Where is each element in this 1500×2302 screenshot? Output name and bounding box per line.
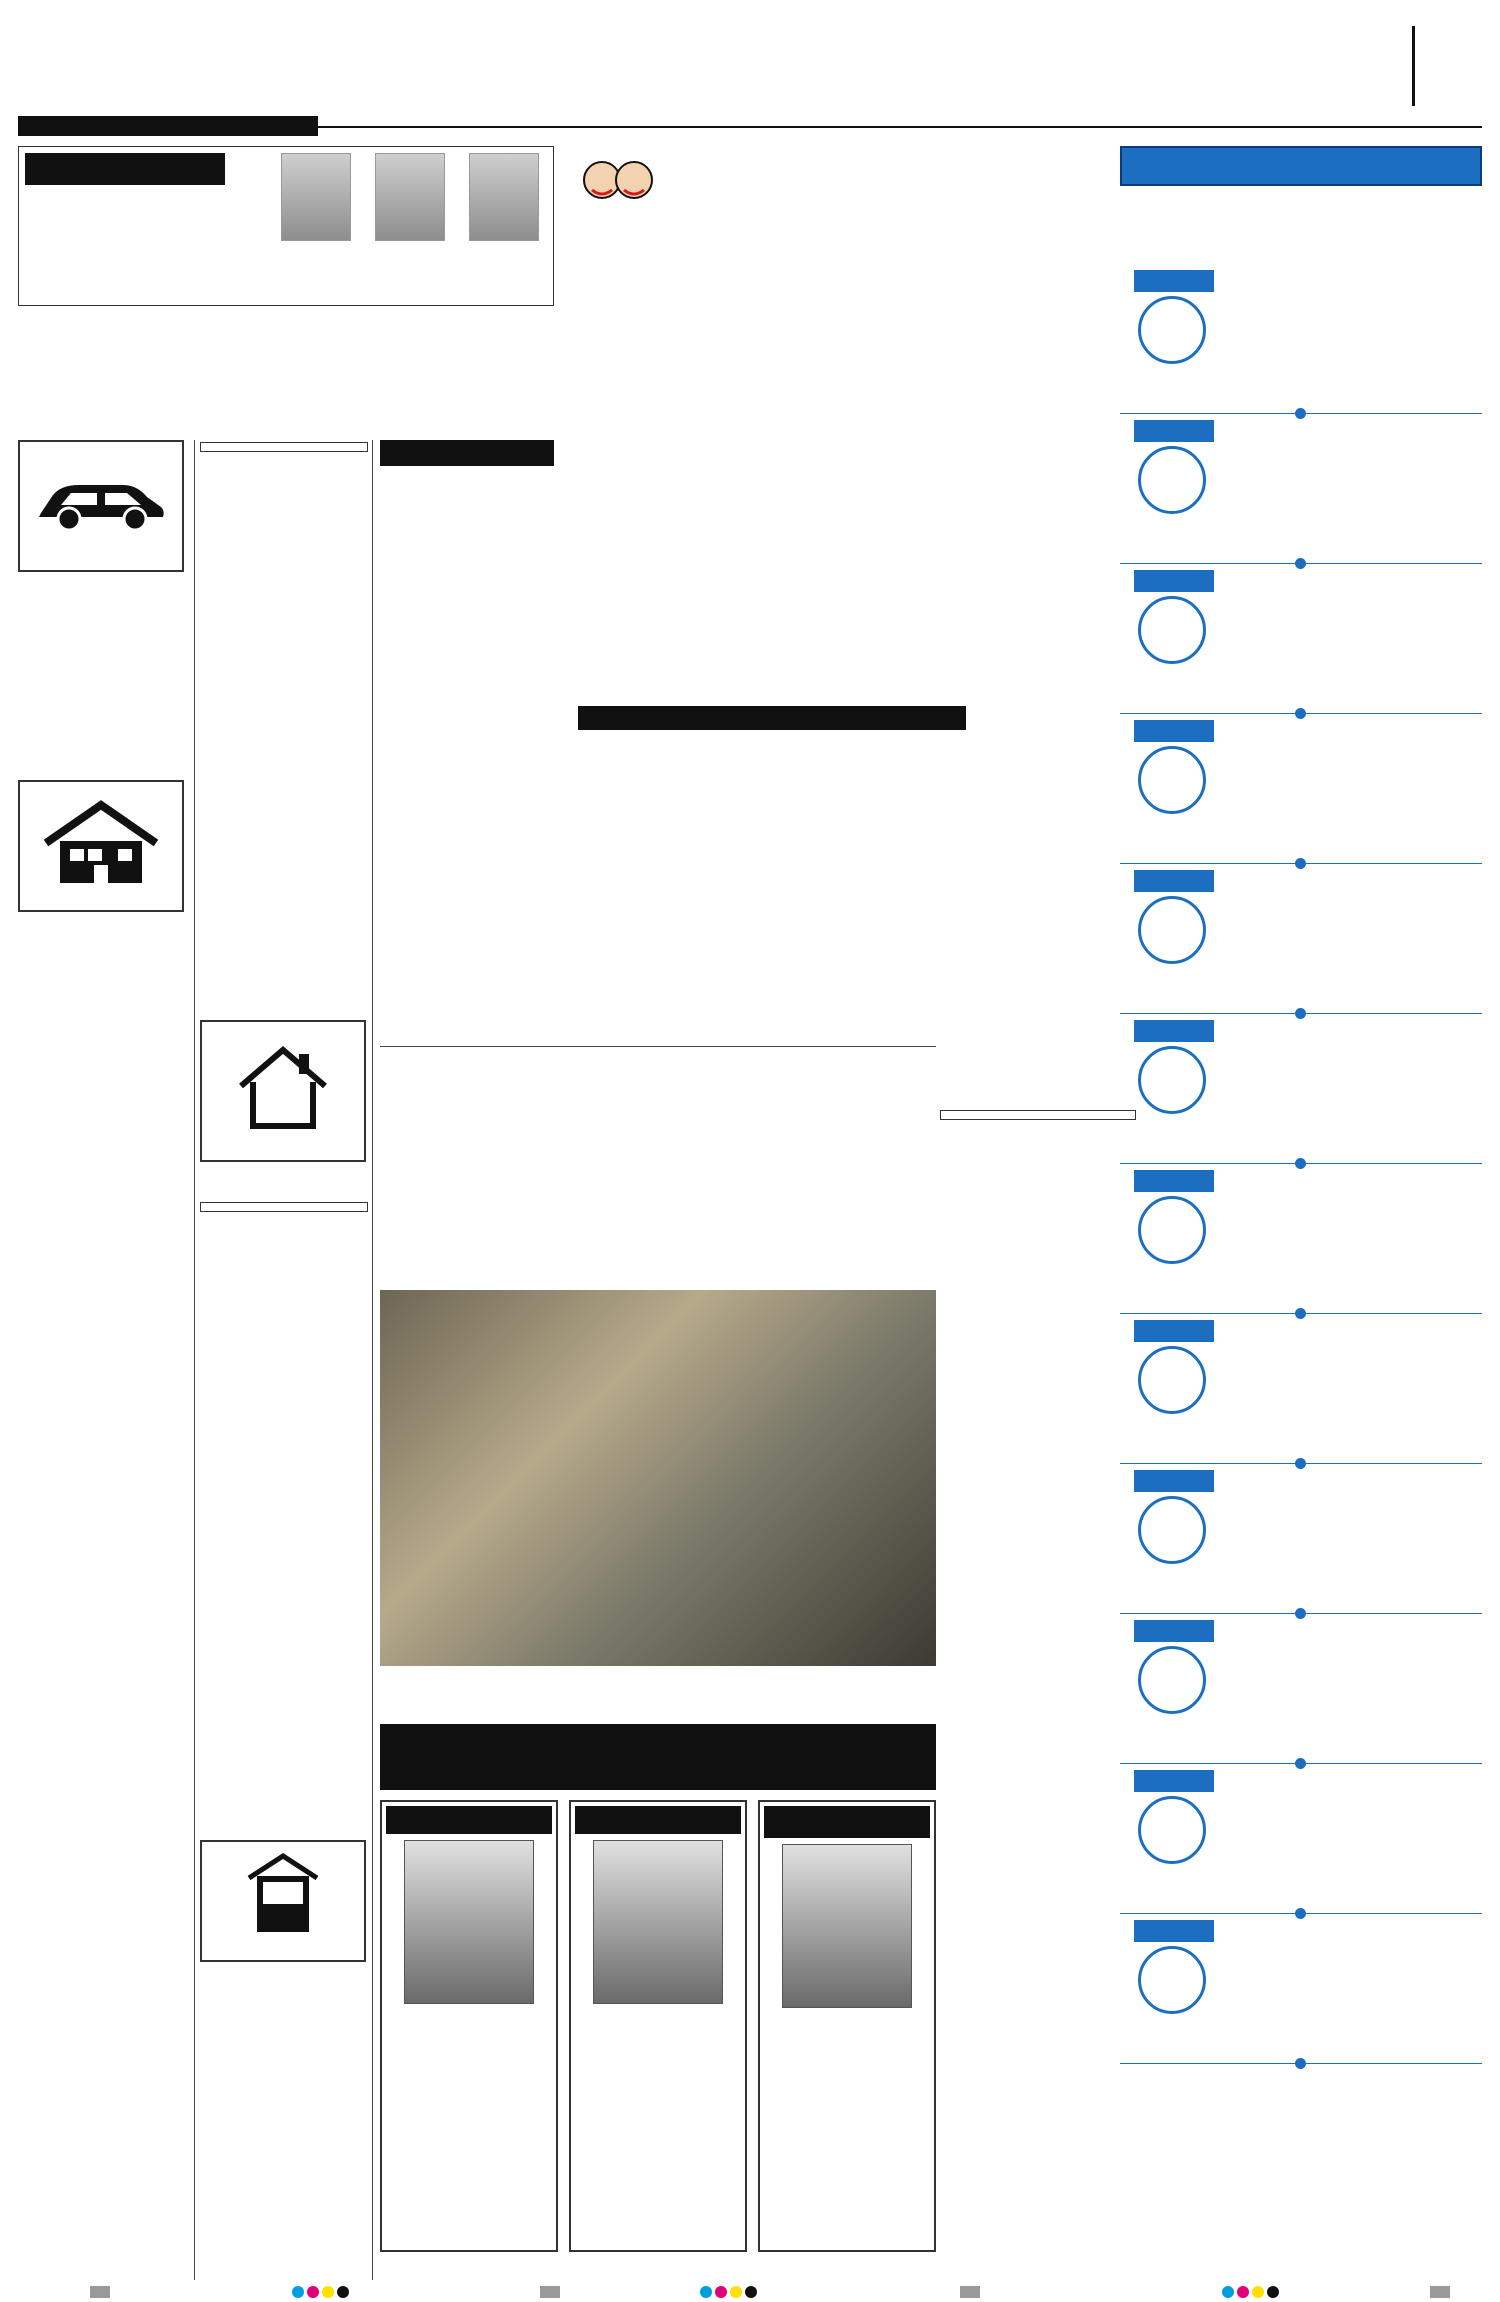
horoscope-sign [1120,1020,1482,1156]
real-estate-label [20,902,182,910]
print-mark [960,2286,980,2298]
horoscope-sign [1120,1770,1482,1906]
sign-name [1134,570,1214,592]
memorial-heading [386,1806,552,1834]
memorial-photo [782,1844,912,2008]
memorial-details [760,2014,934,2022]
memorial-code [382,2018,556,2026]
ad-list [200,1200,368,1214]
sign-divider [1120,1158,1482,1168]
sign-divider [1120,1908,1482,1918]
horoscope-sign [1120,1320,1482,1456]
horoscope-sign [1120,720,1482,856]
sign-divider [1120,2058,1482,2068]
horoscope-sign [1120,1920,1482,2056]
kid-photo [375,153,445,241]
sign-name [1134,1170,1214,1192]
birthday-wishes-box [18,146,554,306]
memorial-photo [593,1840,723,2004]
memorial-notice [380,1800,558,2252]
real-estate-category[interactable] [18,780,184,912]
memorial-heading [764,1806,930,1838]
print-mark [90,2286,110,2298]
story-body [940,150,1136,892]
sign-name [1134,870,1214,892]
sign-divider [1120,1008,1482,1018]
news-column [940,1270,1136,2100]
color-registration-mark [700,2286,757,2298]
zodiac-icon [1138,296,1206,364]
print-mark [540,2286,560,2298]
affidavit-notice [380,472,554,474]
automobile-category[interactable] [18,440,184,572]
sign-divider [1120,408,1482,418]
zodiac-icon [1138,1346,1206,1414]
column-rule [372,440,373,2280]
classified-ad-boxed [200,1202,368,1212]
zodiac-icon [1138,446,1206,514]
horoscope-sign [1120,1170,1482,1306]
zodiac-icon [1138,596,1206,664]
memorial-photo [404,1840,534,2004]
affidavit-heading [380,440,554,466]
story-body [940,1274,1136,2100]
horoscope-sign [1120,570,1482,706]
memorial-heading [575,1806,741,1834]
dharitri-logo[interactable] [18,20,268,116]
zodiac-icon [1138,1496,1206,1564]
sign-name [1134,720,1214,742]
color-registration-mark [292,2286,349,2298]
facts-box [940,1110,1136,1120]
zodiac-icon [1138,1046,1206,1114]
memorial-details [382,2010,556,2018]
zodiac-icon [1138,1796,1206,1864]
ad-list [18,650,184,652]
memorial-code [760,2022,934,2030]
automobile-label [20,562,182,570]
sign-divider [1120,708,1482,718]
sign-divider [1120,1758,1482,1768]
to-let-label [202,1952,364,1960]
sign-name [1134,270,1214,292]
story-body [380,1096,936,1276]
horoscope-heading [1120,146,1482,186]
horoscope-sign [1120,420,1482,556]
sign-divider [1120,1458,1482,1468]
zodiac-icon [1138,1196,1206,1264]
sign-name [1134,420,1214,442]
to-let-sign-icon [233,1852,333,1942]
sign-name [1134,1020,1214,1042]
sign-divider [1120,558,1482,568]
dateline [18,116,318,136]
construction-category[interactable] [200,1020,366,1162]
horoscope-sign [1120,270,1482,406]
color-registration-mark [1222,2286,1279,2298]
memorial-code [571,2018,745,2026]
sign-name [1134,1470,1214,1492]
story-body [380,792,936,1042]
memorial-notice [758,1800,936,2252]
car-icon [31,467,171,537]
news-column [940,146,1136,892]
zodiac-icon [1138,1646,1206,1714]
column-rule [194,440,195,2280]
sign-name [1134,1770,1214,1792]
memorial-notice [569,1800,747,2252]
chatpati-column [578,146,916,718]
to-let-category[interactable] [200,1840,366,1962]
story-divider [380,1046,936,1047]
kid-photo [281,153,351,241]
horoscope-sign [1120,1620,1482,1756]
construction-label [202,1152,364,1160]
sign-name [1134,1320,1214,1342]
sign-divider [1120,858,1482,868]
ad-list [18,982,184,984]
sign-name [1134,1620,1214,1642]
sign-divider [1120,1308,1482,1318]
continued-from-front-label [578,706,966,730]
classified-ad-boxed [200,442,368,452]
memorial-details [571,2010,745,2018]
sign-name [1134,1920,1214,1942]
birthday-title [25,153,225,185]
kid-photo [469,153,539,241]
obituary-banner [380,1724,936,1790]
masthead [18,20,1482,132]
classified-banner [18,318,554,426]
zodiac-icon [1138,746,1206,814]
cartoon-faces-icon [578,146,658,216]
page-number [1412,26,1482,106]
zodiac-icon [1138,1946,1206,2014]
horoscope-sign [1120,870,1482,1006]
news-photo[interactable] [380,1290,936,1666]
header-rule [318,126,1482,128]
horoscope-sign [1120,1470,1482,1606]
house-outline-icon [233,1042,333,1132]
print-mark [1430,2286,1450,2298]
zodiac-icon [1138,896,1206,964]
sign-divider [1120,1608,1482,1618]
ad-list [200,440,368,454]
house-icon [36,797,166,887]
